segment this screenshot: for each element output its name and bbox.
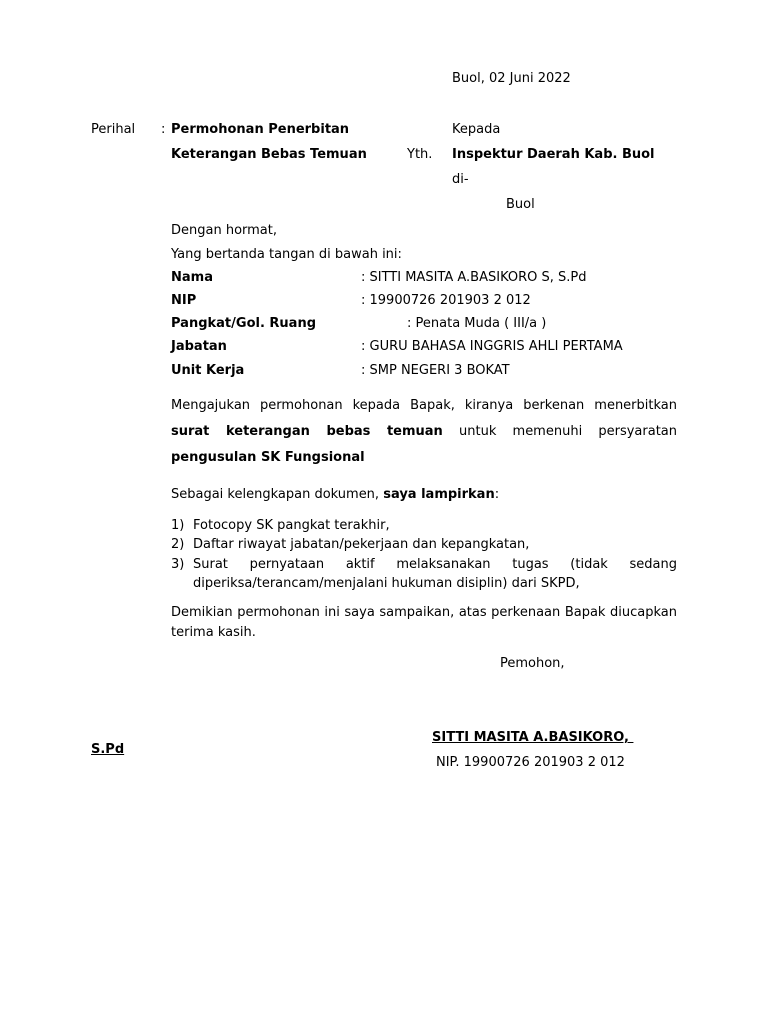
identity-label-nama: Nama (171, 270, 213, 285)
signature-nip: NIP. 19900726 201903 2 012 (436, 755, 625, 770)
perihal-label: Perihal (91, 122, 136, 137)
identity-label-jabatan: Jabatan (171, 339, 227, 354)
place-date: Buol, 02 Juni 2022 (452, 71, 571, 86)
perihal-line1: Permohonan Penerbitan (171, 122, 350, 137)
closing-paragraph: Demikian permohonan ini saya sampaikan, atas perkenaan Bapak diucapkan terima kasih. (171, 605, 677, 640)
identity-label-unit: Unit Kerja (171, 363, 245, 378)
recipient-name: Inspektur Daerah Kab. Buol (452, 147, 655, 162)
recipient-yth: Yth. (407, 147, 433, 162)
identity-value-nama: : SITTI MASITA A.BASIKORO S, S.Pd (361, 270, 587, 285)
request-paragraph (171, 393, 677, 471)
perihal-line2: Keterangan Bebas Temuan (171, 147, 367, 162)
attachments-intro-end: : (494, 487, 500, 502)
attachment-item (171, 535, 677, 554)
identity-value-unit: : SMP NEGERI 3 BOKAT (361, 363, 510, 378)
attachment-number: 3) (171, 557, 185, 572)
identity-value-pangkat: : Penata Muda ( III/a ) (407, 316, 547, 331)
attachments-intro (171, 487, 499, 503)
signature-degree: S.Pd (91, 742, 125, 757)
attachment-text: Fotocopy SK pangkat terakhir, (193, 518, 390, 533)
identity-label-pangkat: Pangkat/Gol. Ruang (171, 316, 317, 331)
attachment-text: Surat pernyataan aktif melaksanakan tugas (tidak sedang diperiksa/terancam/menjalani hukuman disiplin) dari SKPD, (193, 557, 677, 591)
attachment-item (171, 516, 677, 535)
recipient-kepada: Kepada (452, 122, 501, 137)
request-text-2: untuk memenuhi persyaratan (442, 424, 677, 439)
request-bold-1: surat keterangan bebas temuan (171, 424, 443, 439)
attachment-number: 1) (171, 518, 185, 533)
attachment-item (171, 555, 677, 593)
identity-label-nip: NIP (171, 293, 197, 308)
recipient-di: di- (452, 172, 469, 187)
signature-name: SITTI MASITA A.BASIKORO, (432, 730, 634, 745)
request-bold-2: pengusulan SK Fungsional (171, 450, 365, 465)
attachments-intro-bold: saya lampirkan (383, 487, 495, 502)
recipient-city: Buol (506, 197, 535, 212)
attachment-text: Daftar riwayat jabatan/pekerjaan dan kepangkatan, (193, 537, 530, 552)
request-text-1: Mengajukan permohonan kepada Bapak, kiranya berkenan menerbitkan (171, 398, 677, 413)
greeting: Dengan hormat, (171, 223, 278, 238)
attachment-number: 2) (171, 537, 185, 552)
signature-role: Pemohon, (500, 656, 565, 671)
identity-value-nip: : 19900726 201903 2 012 (361, 293, 531, 308)
identity-value-jabatan: : GURU BAHASA INGGRIS AHLI PERTAMA (361, 339, 623, 354)
attachments-intro-text: Sebagai kelengkapan dokumen, (171, 487, 384, 502)
intro-text: Yang bertanda tangan di bawah ini: (171, 247, 402, 262)
perihal-colon: : (161, 122, 166, 137)
